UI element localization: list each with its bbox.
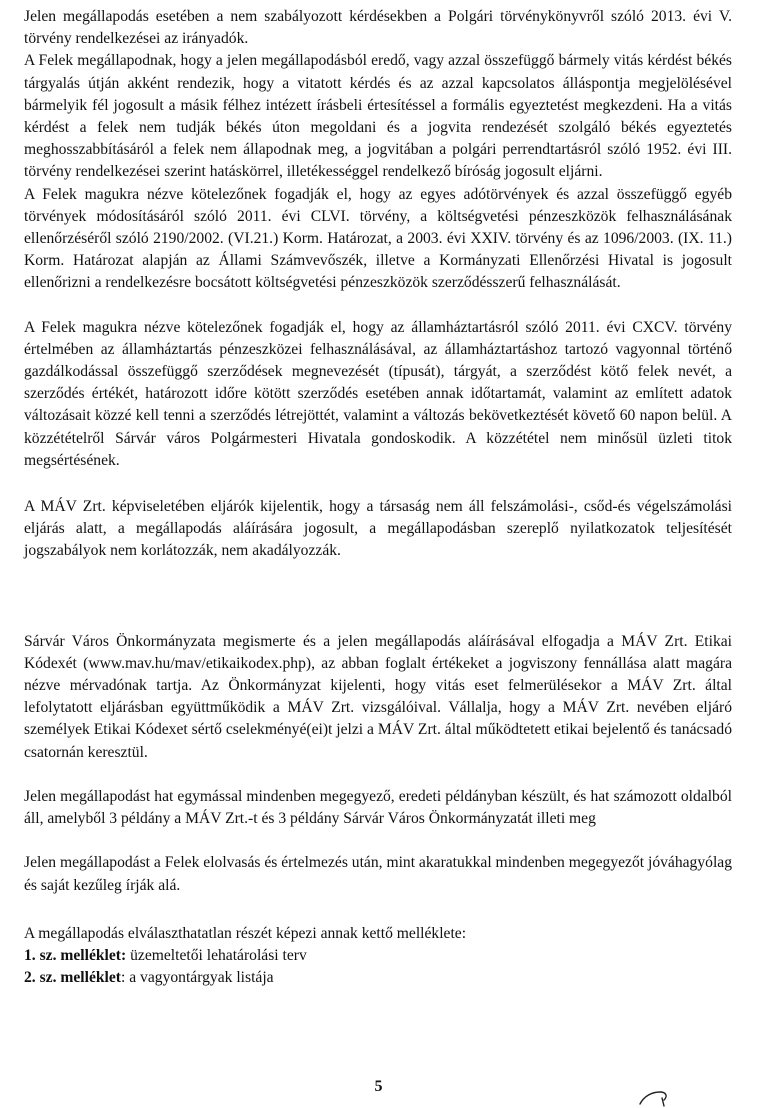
paragraph-mav-declaration: A MÁV Zrt. képviseletében eljárók kijelentik, hogy a társaság nem áll felszámolási-, csőd-és végelszámolási eljárás alatt, a megállapodás aláírására jogosult, a megállapodásban szereplő nyilatkozatok teljesítését jogszabályok nem korlátozzák, nem akadályozzák. [24,498,732,560]
annex-item-text: : a vagyontárgyak listája [121,969,274,987]
annex-item-text: üzemeltetői lehatárolási terv [126,946,307,964]
handwritten-initials [636,1086,672,1108]
paragraph-audit-rights: A Felek magukra nézve kötelezőnek fogadják el, hogy az egyes adótörvények és azzal összefüggő egyéb törvények módosításáról szóló 2011. évi CLVI. törvény, a költségvetési pénzeszközök felhasználásának ellenőrzéséről szóló 2190/2002. (VI.21.) Korm. Határozat, a 2003. évi XXIV. törvény és az 1096/2003. (IX. 11.) Korm. Határozat alapján az Állami Számvevőszék, illetve a Kormányzati Ellenőrzési Hivatal is jogosult ellenőrizni a rendelkezésre bocsátott költségvetési pénzeszközök szerződésszerű felhasználását. [24,185,732,292]
annex-item [24,967,732,989]
page-number: 5 [374,1078,383,1095]
paragraph-dispute-resolution: A Felek megállapodnak, hogy a jelen megállapodásból eredő, vagy azzal összefüggő bármely vitás kérdést békés tárgyalás útján akként rendezik, hogy a vitatott kérdés és az azzal kapcsolatos álláspontja megjelölésével bármelyik fél jogosult a másik félhez intézett írásbeli értesítéssel a formális egyeztetést megkezdeni. Ha a vitás kérdést a felek nem tudják békés úton megoldani és a jogvita rendezését szolgáló békés egyeztetés meghosszabbításáról a felek nem állapodnak meg, a jogvitában a polgári perrendtartásról szóló 1952. évi III. törvény rendelkezései szerint hatáskörrel, illetékességgel rendelkező bíróság jogosult eljárni. [24,52,732,181]
paragraph-signature-statement: Jelen megállapodást a Felek elolvasás és értelmezés után, mint akaratukkal mindenben megegyezőt jóváhagyólag és saját kezűleg írják alá. [24,854,732,894]
paragraph-civil-code: Jelen megállapodás esetében a nem szabályozott kérdésekben a Polgári törvénykönyvről szóló 2013. évi V. törvény rendelkezései az irányadók. [24,8,732,48]
annex-item [24,945,732,967]
paragraph-ethics-code: Sárvár Város Önkormányzata megismerte és a jelen megállapodás aláírásával elfogadja a MÁV Zrt. Etikai Kódexét (www.mav.hu/mav/etikaikodex.php), az abban foglalt értékeket a jogviszony fennállása alatt magára nézve mérvadónak tartja. Az Önkormányzat kijelenti, hogy vitás eset felmerülésekor a MÁV Zrt. által lefolytatott eljárásban együttműködik a MÁV Zrt. vizsgálóival. Vállalja, hogy a MÁV Zrt. nevében eljáró személyek Etikai Kódexet sértő cselekményé(ei)t jelzi a MÁV Zrt. által működtetett etikai bejelentő és tanácsadó csatornán keresztül. [24,632,732,761]
annex-item-label: 1. sz. melléklet: [24,946,127,964]
annex-item-label: 2. sz. melléklet [24,969,121,987]
annex-intro: A megállapodás elválaszthatatlan részét képezi annak kettő melléklete: [24,924,467,942]
paragraph-copies: Jelen megállapodást hat egymással mindenben megegyező, eredeti példányban készült, és hat számozott oldalból áll, amelyből 3 példány a MÁV Zrt.-t és 3 példány Sárvár Város Önkormányzatát illeti meg [24,787,732,828]
annex-list [24,923,732,990]
document-page [24,6,732,989]
paragraph-publication-obligation: A Felek magukra nézve kötelezőnek fogadják el, hogy az államháztartásról szóló 2011. évi CXCV. törvény értelmében az államháztartás pénzeszközei felhasználásával, az államháztartáshoz tartozó vagyonnal történő gazdálkodással összefüggő szerződések megnevezését (típusát), tárgyát, a szerződést kötő felek nevét, a szerződés értékét, határozott időre kötött szerződés esetében annak időtartamát, valamint az említett adatok változásait közzé kell tenni a szerződés létrejöttét, valamint a változás bekövetkeztését követő 60 napon belül. A közzétételről Sárvár város Polgármesteri Hivatala gondoskodik. A közzététel nem minősül üzleti titok megsértésének. [24,318,732,469]
